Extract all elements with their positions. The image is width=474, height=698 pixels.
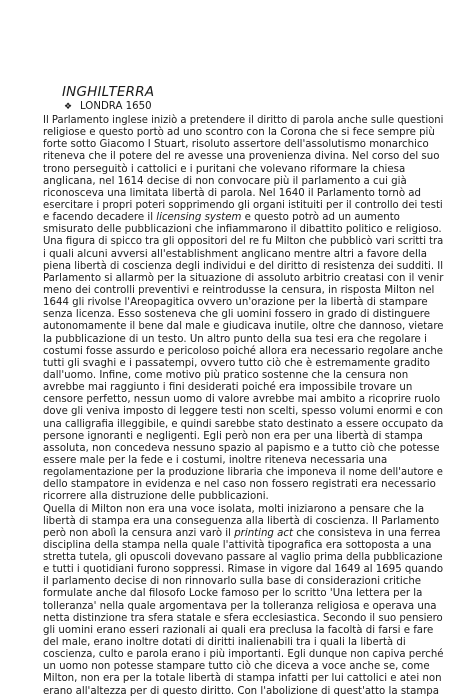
- text-run: riteneva che il potere del re avesse una provenienza divina. Nel corso del suo: [43, 151, 440, 163]
- text-run: persone ignoranti e negligenti. Egli però non era per una libertà di stampa: [43, 430, 423, 442]
- italic-term: printing act: [234, 527, 293, 539]
- text-line: [43, 588, 443, 600]
- text-run: riconosceva una limitata libertà di parola. Nel 1640 il Parlamento tornò ad: [43, 187, 422, 199]
- text-line: [43, 673, 443, 685]
- text-run: la pubblicazione di un testo. Un altro punto della sua tesi era che regolare i: [43, 333, 427, 345]
- text-run: tolleranza' nella quale argomentava per la tolleranza religiosa e operava una: [43, 600, 437, 612]
- text-line: [43, 479, 443, 491]
- text-run: smisurato delle pubblicazioni che infiammarono il dibattito politico e religioso.: [43, 224, 442, 236]
- text-run: senza licenza. Esso sosteneva che gli uomini fossero in grado di distinguere: [43, 309, 431, 321]
- text-line: [43, 297, 443, 309]
- text-run: Milton, non era per la totale libertà di stampa infatti per lui cattolici e atei non: [43, 673, 442, 685]
- text-line: [43, 127, 443, 139]
- text-run: 1644 gli rivolse l'Areopagitica ovvero un'orazione per la libertà di stampare: [43, 297, 428, 309]
- text-line: [43, 199, 443, 212]
- text-line: [43, 151, 443, 163]
- text-run: ricorrere alla distruzione delle pubblicazioni.: [43, 491, 269, 503]
- text-run: assoluta, non concedeva nessuno spazio al papismo e a tutto ciò che potesse: [43, 442, 440, 454]
- text-run: e tutti i quotidiani furono soppressi. Rimase in vigore dal 1649 al 1695 quando: [43, 564, 444, 576]
- text-line: [43, 260, 444, 273]
- text-run: censore perfetto, nessun uomo di valore avrebbe mai ambito a ricoprire ruolo: [43, 394, 441, 406]
- subheading-text: LONDRA 1650: [80, 101, 152, 112]
- text-run: libertà di stampa era una conseguenza alla libertà di coscienza. Il Parlamento: [43, 515, 440, 527]
- italic-term: licensing system: [156, 212, 242, 224]
- text-line: [43, 431, 443, 443]
- text-line: [43, 552, 443, 564]
- text-line: [43, 612, 443, 625]
- text-line: [43, 625, 443, 637]
- text-run: del male, erano inoltre dotati di diritti inalienabili tra i quali la libertà di: [43, 637, 406, 649]
- text-line: [43, 504, 443, 516]
- text-run: dall'uomo. Infine, come motivo più pratico sostenne che la censura non: [43, 369, 409, 381]
- text-line: [43, 236, 444, 248]
- text-line: [43, 455, 443, 467]
- text-line: [43, 601, 443, 613]
- text-run: i quali alcuni avversi all'establishment anglicano mentre altri a favore della: [43, 248, 427, 260]
- page-title: INGHILTERRA: [62, 84, 155, 100]
- text-line: [43, 309, 443, 321]
- text-line: [43, 686, 443, 698]
- text-run: però non abolì la censura anzi varò il: [43, 527, 235, 539]
- text-run: Quella di Milton non era una voce isolata, molti iniziarono a pensare che la: [43, 503, 425, 515]
- text-run: essere male per la fede e i costumi, inoltre riteneva necessaria una: [43, 454, 388, 466]
- text-run: trono perseguitò i cattolici e i puritani che volevano riformare la chiesa: [43, 163, 406, 175]
- text-line: [43, 285, 443, 297]
- text-run: meno dei controlli preventivi e reintrodusse la censura, in risposta Milton nel: [43, 284, 435, 296]
- text-run: un uomo non potesse stampare tutto ciò che diceva a voce anche se, come: [43, 661, 430, 673]
- text-line: [43, 345, 444, 358]
- body-text: [43, 115, 443, 698]
- text-run: avrebbe mai raggiunto i fini desiderati poiché era impossibile trovare un: [43, 382, 413, 394]
- text-line: [43, 661, 443, 673]
- text-line: [43, 176, 443, 188]
- text-run: che consisteva in una ferrea: [292, 527, 441, 539]
- text-run: Una figura di spicco tra gli oppositori del re fu Milton che pubblicò vari scritti tra: [43, 236, 444, 248]
- text-run: coscienza, culto e parola erano i più importanti. Egli dunque non capiva perché: [43, 649, 444, 661]
- text-line: [43, 188, 443, 200]
- text-run: piena libertà di coscienza degli individui e del diritto di resistenza dei sudditi. Il: [43, 260, 444, 272]
- text-run: tutti gli svaghi e i passatempi, ovvero tutto ciò che è estremamente gradito: [43, 357, 430, 369]
- text-line: [43, 370, 443, 382]
- text-run: e facendo decadere il: [43, 212, 157, 224]
- subheading-bullet: [62, 100, 152, 114]
- text-line: [43, 139, 443, 151]
- text-line: [43, 358, 443, 370]
- text-run: dello stampatore in evidenza e nel caso non fossero registrati era necessario: [43, 479, 436, 491]
- text-run: Il Parlamento inglese iniziò a pretendere il diritto di parola anche sulle questioni: [43, 115, 444, 126]
- text-run: gli uomini erano esseri razionali ai quali era preclusa la facoltà di farsi e fare: [43, 624, 434, 636]
- text-line: [43, 224, 443, 236]
- text-line: [43, 164, 443, 176]
- text-line: [43, 528, 443, 540]
- text-run: forte sotto Giacomo I Stuart, risoluto assertore dell'assolutismo monarchico: [43, 139, 429, 151]
- text-line: [43, 321, 444, 333]
- text-run: religiose e questo portò ad uno scontro con la Corona che si fece sempre più: [43, 127, 435, 139]
- text-run: costumi fosse assurdo e pericoloso poiché allora era necessario regolare anche: [43, 345, 444, 357]
- text-line: [43, 406, 443, 418]
- text-line: [43, 491, 443, 503]
- text-line: [43, 467, 443, 479]
- text-line: [43, 212, 443, 224]
- text-line: [43, 649, 444, 661]
- text-line: [43, 418, 444, 431]
- text-line: [43, 443, 443, 455]
- text-run: erano all'altezza per di questo diritto. Con l'abolizione di quest'atto la stampa: [43, 685, 440, 697]
- text-run: regolamentazione per la produzione libraria che imponeva il nome dell'autore e: [43, 467, 443, 479]
- text-run: autonomamente il bene dal male e giudicava inutile, oltre che dannoso, vietare: [43, 321, 444, 333]
- text-line: [43, 115, 444, 127]
- text-line: [43, 382, 443, 394]
- text-line: [43, 564, 442, 576]
- text-line: [43, 516, 443, 528]
- text-line: [43, 576, 443, 588]
- text-run: stretta tutela, gli opuscoli dovevano passare al vaglio prima della pubblicazione: [43, 552, 443, 564]
- text-line: [43, 394, 443, 406]
- text-line: [43, 249, 443, 261]
- text-run: Parlamento si allarmò per la situazione di assoluto arbitrio creatasi con il venir: [43, 272, 444, 284]
- diamond-bullet-icon: ❖: [63, 102, 73, 112]
- text-line: [43, 273, 443, 285]
- text-run: netta distinzione tra sfera statale e sfera ecclesiastica. Secondo il suo pensiero: [43, 612, 443, 624]
- text-run: disciplina della stampa nella quale l'attività tipografica era sottoposta a una: [43, 539, 432, 551]
- text-line: [43, 540, 443, 552]
- text-run: una calligrafia illeggibile, e quindi sarebbe stato destinato a essere occupato da: [43, 418, 444, 430]
- text-run: dove gli veniva imposto di leggere testi non scelti, spesso volumi enormi e con: [43, 406, 443, 418]
- text-line: [43, 637, 443, 649]
- text-run: e questo potrò ad un aumento: [241, 212, 400, 224]
- text-run: formulate anche dal filosofo Locke famoso per lo scritto 'Una lettera per la: [43, 588, 423, 600]
- text-run: esercitare i propri poteri sopprimendo gli organi istituiti per il controllo dei testi: [43, 199, 443, 211]
- text-run: il parlamento decise di non rinnovarlo sulla base di considerazioni critiche: [43, 576, 422, 588]
- text-run: anglicana, nel 1614 decise di non convocare più il parlamento a cui già: [43, 175, 407, 187]
- text-line: [43, 334, 443, 346]
